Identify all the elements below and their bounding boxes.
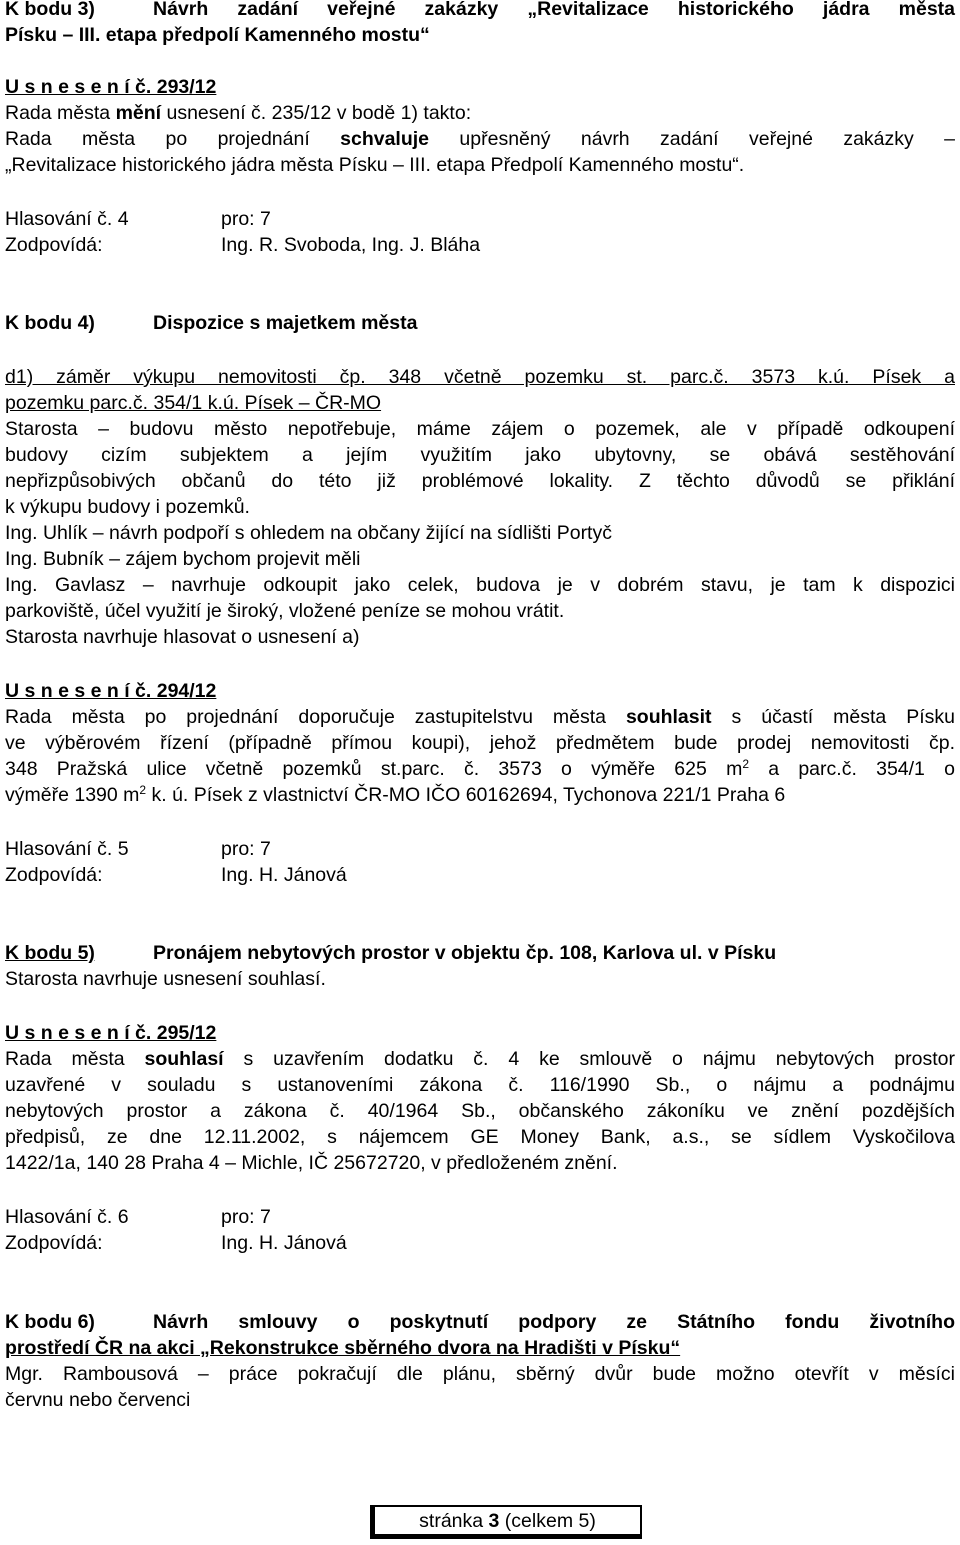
current-page-number: 3 xyxy=(488,1510,500,1532)
resolution-294-line-1: Rada města po projednání doporučuje zastupitelstvu města souhlasit s účastí města Písku xyxy=(5,706,955,728)
vote-6 xyxy=(5,1204,955,1230)
discussion-line-1: Starosta – budovu město nepotřebuje, máme zájem o pozemek, ale v případě odkoupení xyxy=(5,418,955,440)
discussion-line-7: Ing. Gavlasz – navrhuje odkoupit jako celek, budova je v dobrém stavu, je tam k dispozici xyxy=(5,574,955,596)
responsible-6 xyxy=(5,1230,955,1256)
responsible-label: Zodpovídá: xyxy=(5,864,103,886)
responsible-5 xyxy=(5,862,955,888)
section-5-heading xyxy=(5,940,955,966)
item-d1-line-2: pozemku parc.č. 354/1 k.ú. Písek – ČR-MO xyxy=(5,392,382,414)
resolution-293-line-2: Rada města po projednání schvaluje upřesněný návrh zadání veřejné zakázky – xyxy=(5,128,955,150)
discussion-line-6: Ing. Bubník – zájem bychom projevit měli xyxy=(5,548,361,570)
discussion-line-4: k výkupu budovy i pozemků. xyxy=(5,496,250,518)
section-6-number: K bodu 6) xyxy=(5,1311,95,1333)
section-5-title: Pronájem nebytových prostor v objektu čp. 108, Karlova ul. v Písku xyxy=(153,942,777,964)
responsible-value: Ing. H. Jánová xyxy=(221,1232,347,1254)
vote-value: pro: 7 xyxy=(221,838,271,860)
resolution-294-line-2: ve výběrovém řízení (případně přímou koupi), jehož předmětem bude prodej nemovitosti čp. xyxy=(5,732,955,754)
resolution-295-heading: U s n e s e n í č. 295/12 xyxy=(5,1022,217,1044)
vote-4 xyxy=(5,206,955,232)
vote-label: Hlasování č. 6 xyxy=(5,1206,129,1228)
resolution-293-line-3: „Revitalizace historického jádra města Písku – III. etapa Předpolí Kamenného mostu“. xyxy=(5,154,745,176)
vote-5 xyxy=(5,836,955,862)
section-3-title: Návrh zadání veřejné zakázky „Revitalizace historického jádra města xyxy=(153,0,955,20)
section-4-heading xyxy=(5,310,955,336)
item-d1-line-1: d1) záměr výkupu nemovitosti čp. 348 včetně pozemku st. parc.č. 3573 k.ú. Písek a xyxy=(5,366,955,388)
resolution-293-line-1: Rada města mění usnesení č. 235/12 v bodě 1) takto: xyxy=(5,102,472,124)
section-5-number: K bodu 5) xyxy=(5,942,95,964)
section-5-intro: Starosta navrhuje usnesení souhlasí. xyxy=(5,968,326,990)
section-4-number: K bodu 4) xyxy=(5,312,95,334)
section-3-number: K bodu 3) xyxy=(5,0,95,20)
responsible-label: Zodpovídá: xyxy=(5,1232,103,1254)
resolution-295-line-4: předpisů, ze dne 12.11.2002, s nájemcem GE Money Bank, a.s., se sídlem Vyskočilova xyxy=(5,1126,955,1148)
discussion-line-8: parkoviště, účel využití je široký, vložené peníze se mohou vrátit. xyxy=(5,600,565,622)
page-number-footer: stránka 3 (celkem 5) xyxy=(370,1505,642,1539)
resolution-295-line-2: uzavřené v souladu s ustanoveními zákona č. 116/1990 Sb., o nájmu a podnájmu xyxy=(5,1074,955,1096)
discussion-line-3: nepřizpůsobivých občanů do této již problémové lokality. Z těchto důvodů se přiklání xyxy=(5,470,955,492)
section-6-title: Návrh smlouvy o poskytnutí podpory ze Státního fondu životního xyxy=(153,1311,955,1333)
discussion-line-9: Starosta navrhuje hlasovat o usnesení a) xyxy=(5,626,360,648)
resolution-294-line-3: 348 Pražská ulice včetně pozemků st.parc. č. 3573 o výměře 625 $m^2$ a parc.č. 354/1 o xyxy=(5,757,955,780)
responsible-value: Ing. R. Svoboda, Ing. J. Bláha xyxy=(221,234,481,256)
resolution-295-line-3: nebytových prostor a zákona č. 40/1964 Sb., občanského zákoníku ve znění pozdějších xyxy=(5,1100,955,1122)
section-6-line-1: Mgr. Rambousová – práce pokračují dle plánu, sběrný dvůr bude možno otevřít v měsíci xyxy=(5,1363,955,1385)
resolution-293-heading: U s n e s e n í č. 293/12 xyxy=(5,76,217,98)
discussion-line-5: Ing. Uhlík – návrh podpoří s ohledem na občany žijící na sídlišti Portyč xyxy=(5,522,612,544)
resolution-295-line-1: Rada města souhlasí s uzavřením dodatku č. 4 ke smlouvě o nájmu nebytových prostor xyxy=(5,1048,955,1070)
vote-value: pro: 7 xyxy=(221,208,271,230)
vote-value: pro: 7 xyxy=(221,1206,271,1228)
resolution-294-line-4: výměře 1390 $m^2$ k. ú. Písek z vlastnictví ČR-MO IČO 60162694, Tychonova 221/1 Praha 6 xyxy=(5,783,786,806)
responsible-label: Zodpovídá: xyxy=(5,234,103,256)
resolution-295-line-5: 1422/1a, 140 28 Praha 4 – Michle, IČ 25672720, v předloženém znění. xyxy=(5,1152,618,1174)
responsible-4 xyxy=(5,232,955,258)
discussion-line-2: budovy cizím subjektem a jejím využitím jako ubytovny, se obává sestěhování xyxy=(5,444,955,466)
section-6-line-2: červnu nebo červenci xyxy=(5,1389,191,1411)
responsible-value: Ing. H. Jánová xyxy=(221,864,347,886)
vote-label: Hlasování č. 4 xyxy=(5,208,129,230)
section-6-title-cont: prostředí ČR na akci „Rekonstrukce sběrného dvora na Hradišti v Písku“ xyxy=(5,1337,681,1359)
resolution-294-heading: U s n e s e n í č. 294/12 xyxy=(5,680,217,702)
section-3-title-cont: Písku – III. etapa předpolí Kamenného mostu“ xyxy=(5,24,430,46)
vote-label: Hlasování č. 5 xyxy=(5,838,129,860)
section-4-title: Dispozice s majetkem města xyxy=(153,312,418,334)
